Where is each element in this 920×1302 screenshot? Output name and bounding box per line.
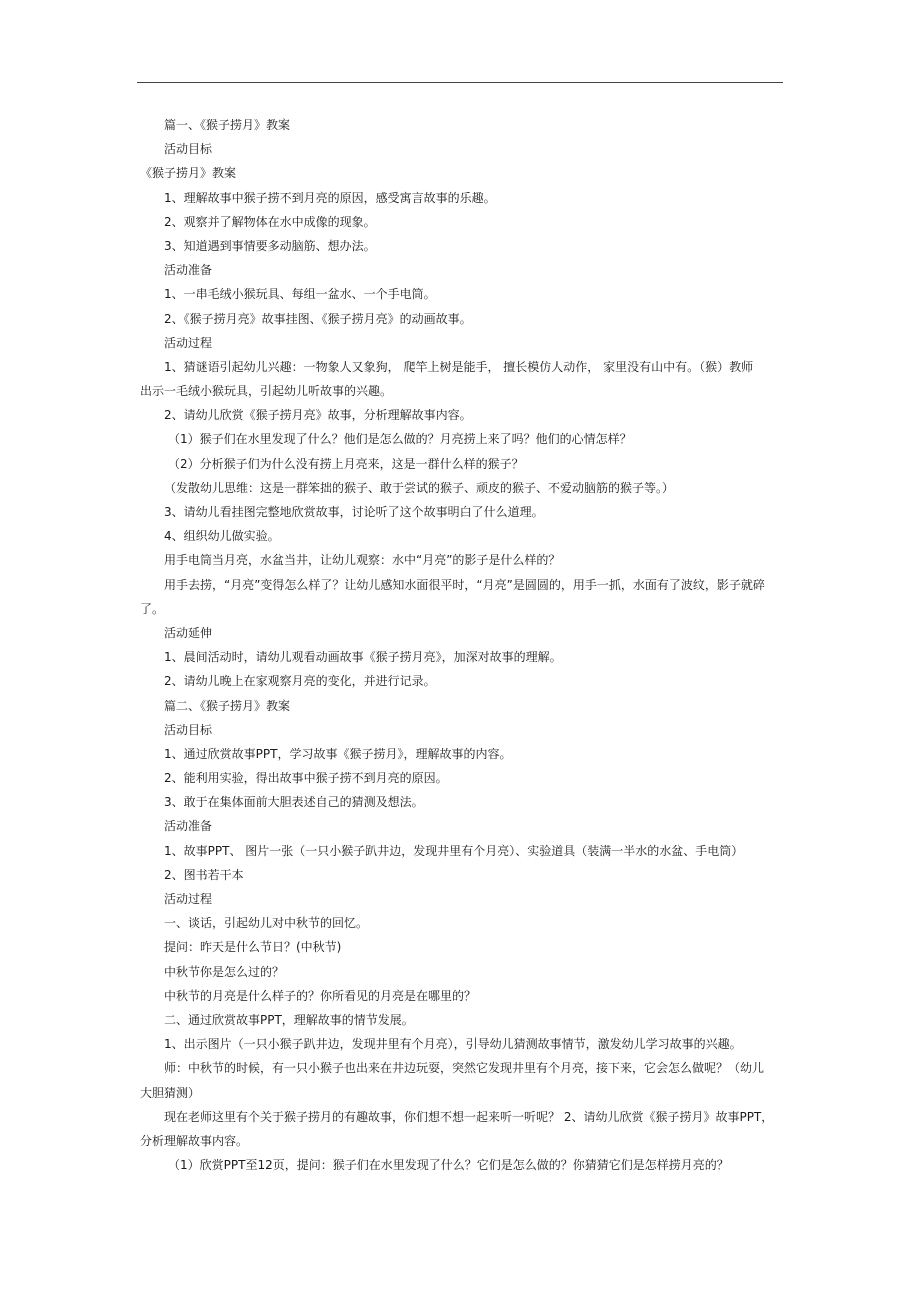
text-line: 活动准备 [164,819,213,834]
text-line: （1）欣赏PPT至12页，提问：猴子们在水里发现了什么？它们是怎么做的？你猜猜它们是怎样捞月亮的？ [168,1158,729,1173]
text-line: 3、请幼儿看挂图完整地欣赏故事，讨论听了这个故事明白了什么道理。 [164,505,544,519]
text-line: （2）分析猴子们为什么没有捞上月亮来，这是一群什么样的猴子？ [168,456,524,471]
text-line: 2、《猴子捞月亮》故事挂图、《猴子捞月亮》的动画故事。 [164,311,472,326]
text-line: 活动过程 [164,892,213,906]
text-line: 现在老师这里有个关于猴子捞月的有趣故事，你们想不想一起来听一听呢？ 2、请幼儿欣赏《猴子捞月》故事PPT， [164,1109,774,1124]
text-line: 大胆猜测） [140,1085,201,1100]
text-line: 用手去捞，“月亮”变得怎么样了？让幼儿感知水面很平时，“月亮”是圆圆的，用手一抓，水面有了波纹，影子就碎 [164,577,765,592]
text-line: 提问：昨天是什么节日？(中秋节) [164,940,342,955]
header-rule [137,82,783,83]
text-line: 一、谈话，引起幼儿对中秋节的回忆。 [164,916,369,931]
text-line: 2、请幼儿欣赏《猴子捞月亮》故事，分析理解故事内容。 [164,408,472,423]
text-line: 师：中秋节的时候，有一只小猴子也出来在井边玩耍，突然它发现井里有个月亮，接下来，它会怎么做呢？（幼儿 [164,1061,765,1076]
text-line: 活动目标 [164,142,213,157]
text-line: 4、组织幼儿做实验。 [164,529,280,544]
text-line: 活动目标 [164,722,213,737]
text-line: 3、知道遇到事情要多动脑筋、想办法。 [164,238,376,253]
text-line: 1、理解故事中猴子捞不到月亮的原因，感受寓言故事的乐趣。 [164,190,496,205]
text-line: 活动准备 [164,263,213,278]
text-line: 篇一、《猴子捞月》教案 [164,118,291,132]
text-line: 活动延伸 [164,625,213,640]
text-line: 出示一毛绒小猴玩具，引起幼儿听故事的兴趣。 [140,384,393,399]
text-line: 了。 [140,601,165,616]
text-line: 1、晨间活动时，请幼儿观看动画故事《猴子捞月亮》，加深对故事的理解。 [164,650,562,665]
text-line: 1、通过欣赏故事PPT，学习故事《猴子捞月》，理解故事的内容。 [164,746,512,761]
text-line: 《猴子捞月》教案 [140,166,237,181]
text-line: 2、图书若干本 [164,867,244,882]
text-line: （1）猴子们在水里发现了什么？他们是怎么做的？月亮捞上来了吗？他们的心情怎样？ [168,432,632,447]
text-line: 1、出示图片（一只小猴子趴井边，发现井里有个月亮），引导幼儿猜测故事情节，激发幼儿学习故事的兴趣。 [164,1037,742,1052]
text-line: 中秋节的月亮是什么样子的？你所看见的月亮是在哪里的？ [164,988,477,1003]
text-line: 分析理解故事内容。 [140,1133,249,1148]
text-line: 2、请幼儿晚上在家观察月亮的变化，并进行记录。 [164,674,436,689]
text-line: 中秋节你是怎么过的？ [164,964,285,979]
text-line: 2、观察并了解物体在水中成像的现象。 [164,214,376,229]
text-line: 用手电筒当月亮，水盆当井，让幼儿观察：水中“月亮”的影子是什么样的？ [164,553,561,568]
text-line: 1、故事PPT、 图片一张（一只小猴子趴井边，发现井里有个月亮）、实验道具（装满一半水的水盆、手电筒） [164,843,744,858]
text-line: 2、能利用实验，得出故事中猴子捞不到月亮的原因。 [164,771,448,786]
document-body [140,113,780,1177]
text-line: 1、一串毛绒小猴玩具、每组一盆水、一个手电筒。 [164,287,436,302]
text-line: 二、通过欣赏故事PPT，理解故事的情节发展。 [164,1012,414,1027]
text-line: （发散幼儿思维：这是一群笨拙的猴子、敢于尝试的猴子、顽皮的猴子、不爱动脑筋的猴子等。） [164,480,675,495]
text-line: 3、敢于在集体面前大胆表述自己的猜测及想法。 [164,795,424,810]
text-line: 篇二、《猴子捞月》教案 [164,698,291,713]
text-line: 1、猜谜语引起幼儿兴趣：一物象人又象狗， 爬竿上树是能手， 擅长模仿人动作， 家里没有山中有。（猴）教师 [164,359,754,374]
text-line: 活动过程 [164,335,213,350]
